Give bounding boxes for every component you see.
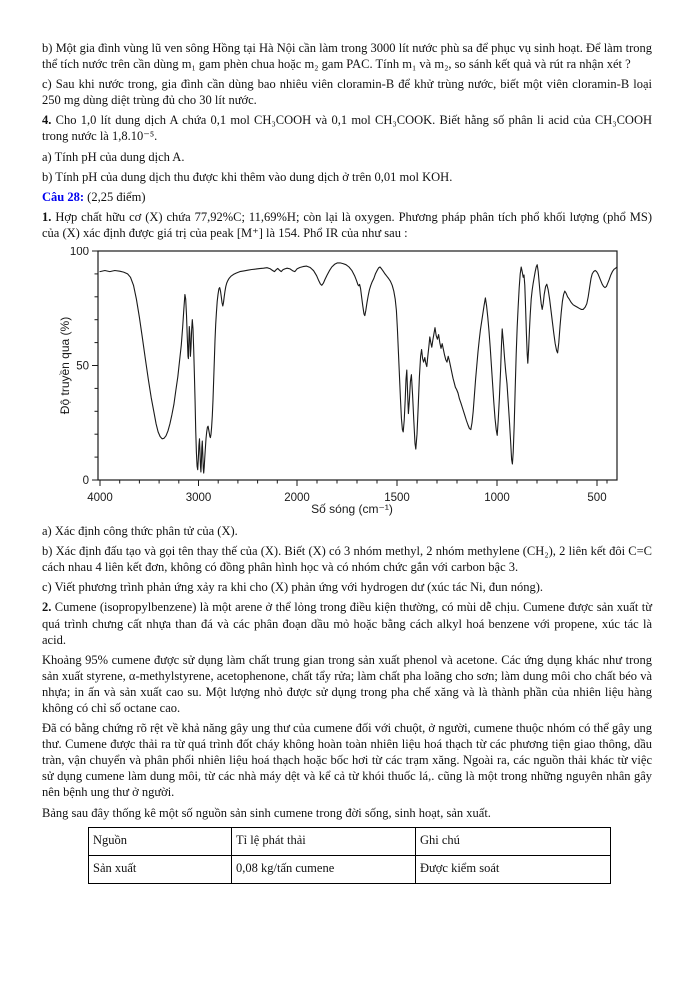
y-axis-title: Độ truyền qua (%) — [58, 316, 72, 415]
para-question-1b — [42, 543, 652, 575]
para-question-1c — [42, 579, 652, 595]
para-question-4-ph — [42, 112, 652, 144]
para-text: (2,25 điểm) — [87, 189, 146, 204]
y-axis-tick-label: 0 — [82, 475, 89, 488]
para-lead: 4. — [42, 113, 52, 128]
para-question-1-compound-x — [42, 209, 652, 241]
x-axis-tick-label: 500 — [587, 492, 607, 505]
ir-spectrum-plot — [0, 247, 694, 519]
cumene-sources-table — [88, 827, 611, 884]
table-cell-note: Được kiểm soát — [416, 855, 611, 883]
para-text: b) Xác định đấu tạo và gọi tên thay thế của (X). Biết (X) có 3 nhóm methyl, 2 nhóm methylene (CH₂), 2 liên kết đôi C=C cách nhau 4 liên kết đơn, không có đồng phân hình học và có nhóm chức gắn với carbon bậc 3. — [42, 544, 652, 575]
para-text: c) Viết phương trình phản ứng xảy ra khi cho (X) phản ứng với hydrogen dư (xúc tác Ni, đun nóng). — [42, 580, 544, 595]
para-text: Cho 1,0 lít dung dịch A chứa 0,1 mol CH₃COOH và 0,1 mol CH₃COOK. Biết hằng số phân li acid của CH₃COOH trong nước là 1,8.10⁻⁵. — [42, 113, 653, 144]
x-axis-title: Số sóng (cm⁻¹) — [311, 502, 393, 517]
para-cumene-cancer — [42, 720, 652, 800]
para-cau-28-heading — [42, 189, 652, 205]
para-lead: 2. — [42, 600, 52, 615]
para-question-1a — [42, 523, 652, 539]
table-header-emission-rate: Tỉ lệ phát thải — [232, 827, 416, 855]
para-text: b) Một gia đình vùng lũ ven sông Hồng tại Hà Nội cần làm trong 3000 lít nước phù sa để phục vụ sinh hoạt. Để làm trong thể tích nước trên cần dùng m₁ gam phèn chua hoặc m₂ gam PAC. Tính m₁ và m₂, so sánh kết quả và rút ra nhận xét ? — [42, 41, 652, 72]
para-text: Cumene (isopropylbenzene) là một arene ở thể lỏng trong điều kiện thường, có mùi dễ chịu. Cumene được sản xuất từ quá trình chưng cất nhựa than đá và các phân đoạn dầu mỏ hoặc bằng cách alkyl hoá benzene với propene, xúc tác là acid. — [42, 600, 652, 647]
para-text: b) Tính pH của dung dịch thu được khi thêm vào dung dịch ở trên 0,01 mol KOH. — [42, 169, 453, 184]
table-header-note: Ghi chú — [416, 827, 611, 855]
para-text: Hợp chất hữu cơ (X) chứa 77,92%C; 11,69%H; còn lại là oxygen. Phương pháp phân tích phổ khối lượng (phổ MS) của (X) xác định được giá trị của peak [M⁺] là 154. Phổ IR của như sau : — [42, 209, 653, 240]
para-question-c-chloramine — [42, 76, 652, 108]
para-text: Bảng sau đây thống kê một số nguồn sản sinh cumene trong đời sống, sinh hoạt, sản xuất. — [42, 805, 491, 820]
para-text: c) Sau khi nước trong, gia đình cần dùng bao nhiêu viên cloramin-B để khử trùng nước, biết một viên cloramin-B loại 250 mg dùng diệt trùng đủ cho 30 lít nước. — [42, 77, 652, 108]
x-axis-tick-label: 1000 — [484, 492, 510, 505]
para-text: a) Tính pH của dung dịch A. — [42, 149, 185, 164]
x-axis-tick-label: 1500 — [384, 492, 410, 505]
y-axis-tick-label: 100 — [69, 247, 89, 259]
para-text: a) Xác định công thức phân tử của (X). — [42, 524, 238, 539]
x-axis-tick-label: 2000 — [284, 492, 310, 505]
para-text: Đã có bằng chứng rõ rệt về khả năng gây ung thư của cumene đối với chuột, ở người, cumene thuộc nhóm có thể gây ung thư. Cumene được thải ra từ quá trình đốt cháy không hoàn toàn nhiên liệu hoá thạch từ các phương tiện giao thông, dầu tràn, vận chuyển và phân phối nhiên liệu hoá thạch hoặc bốc hơi từ các trạm xăng. Ngoài ra, các nguồn thải khác từ việc sử dụng cumene làm dung môi, từ các nhà máy dệt và kể cả từ khói thuốc lá,. cũng là một trong những nguyên nhân gây nên bệnh ung thư ở người. — [42, 721, 652, 800]
ir-transmittance-curve — [100, 263, 617, 473]
table-cell-source: Sản xuất — [89, 855, 232, 883]
x-axis-tick-label: 4000 — [87, 492, 113, 505]
table-header-source: Nguồn — [89, 827, 232, 855]
question-number-label: Câu 28: — [42, 189, 85, 204]
para-question-b-water — [42, 40, 652, 72]
table-header-row — [89, 827, 611, 855]
para-text: Khoảng 95% cumene được sử dụng làm chất trung gian trong sản xuất phenol và acetone. Các ứng dụng khác như trong sản xuất styrene, α-methylstyrene, acetophenone, chất tẩy rửa; làm chất pha loãng cho sơn; làm dung môi cho chất béo và nhựa; in ấn và sản xuất cao su. Một lượng nhỏ được sử dụng trong pha chế xăng và là thành phần của nhiên liệu hàng không có chỉ số octane cao. — [42, 652, 652, 715]
ir-spectrum-chart — [42, 247, 652, 519]
para-table-intro — [42, 805, 652, 821]
y-axis-tick-label: 50 — [76, 360, 89, 373]
para-question-4a — [42, 149, 652, 165]
x-axis-tick-label: 3000 — [185, 492, 212, 505]
para-cumene-uses — [42, 652, 652, 716]
para-question-4b — [42, 169, 652, 185]
table-cell-emission-rate: 0,08 kg/tấn cumene — [232, 855, 416, 883]
para-lead: 1. — [42, 209, 52, 224]
para-question-2-cumene — [42, 599, 652, 647]
table-row — [89, 855, 611, 883]
